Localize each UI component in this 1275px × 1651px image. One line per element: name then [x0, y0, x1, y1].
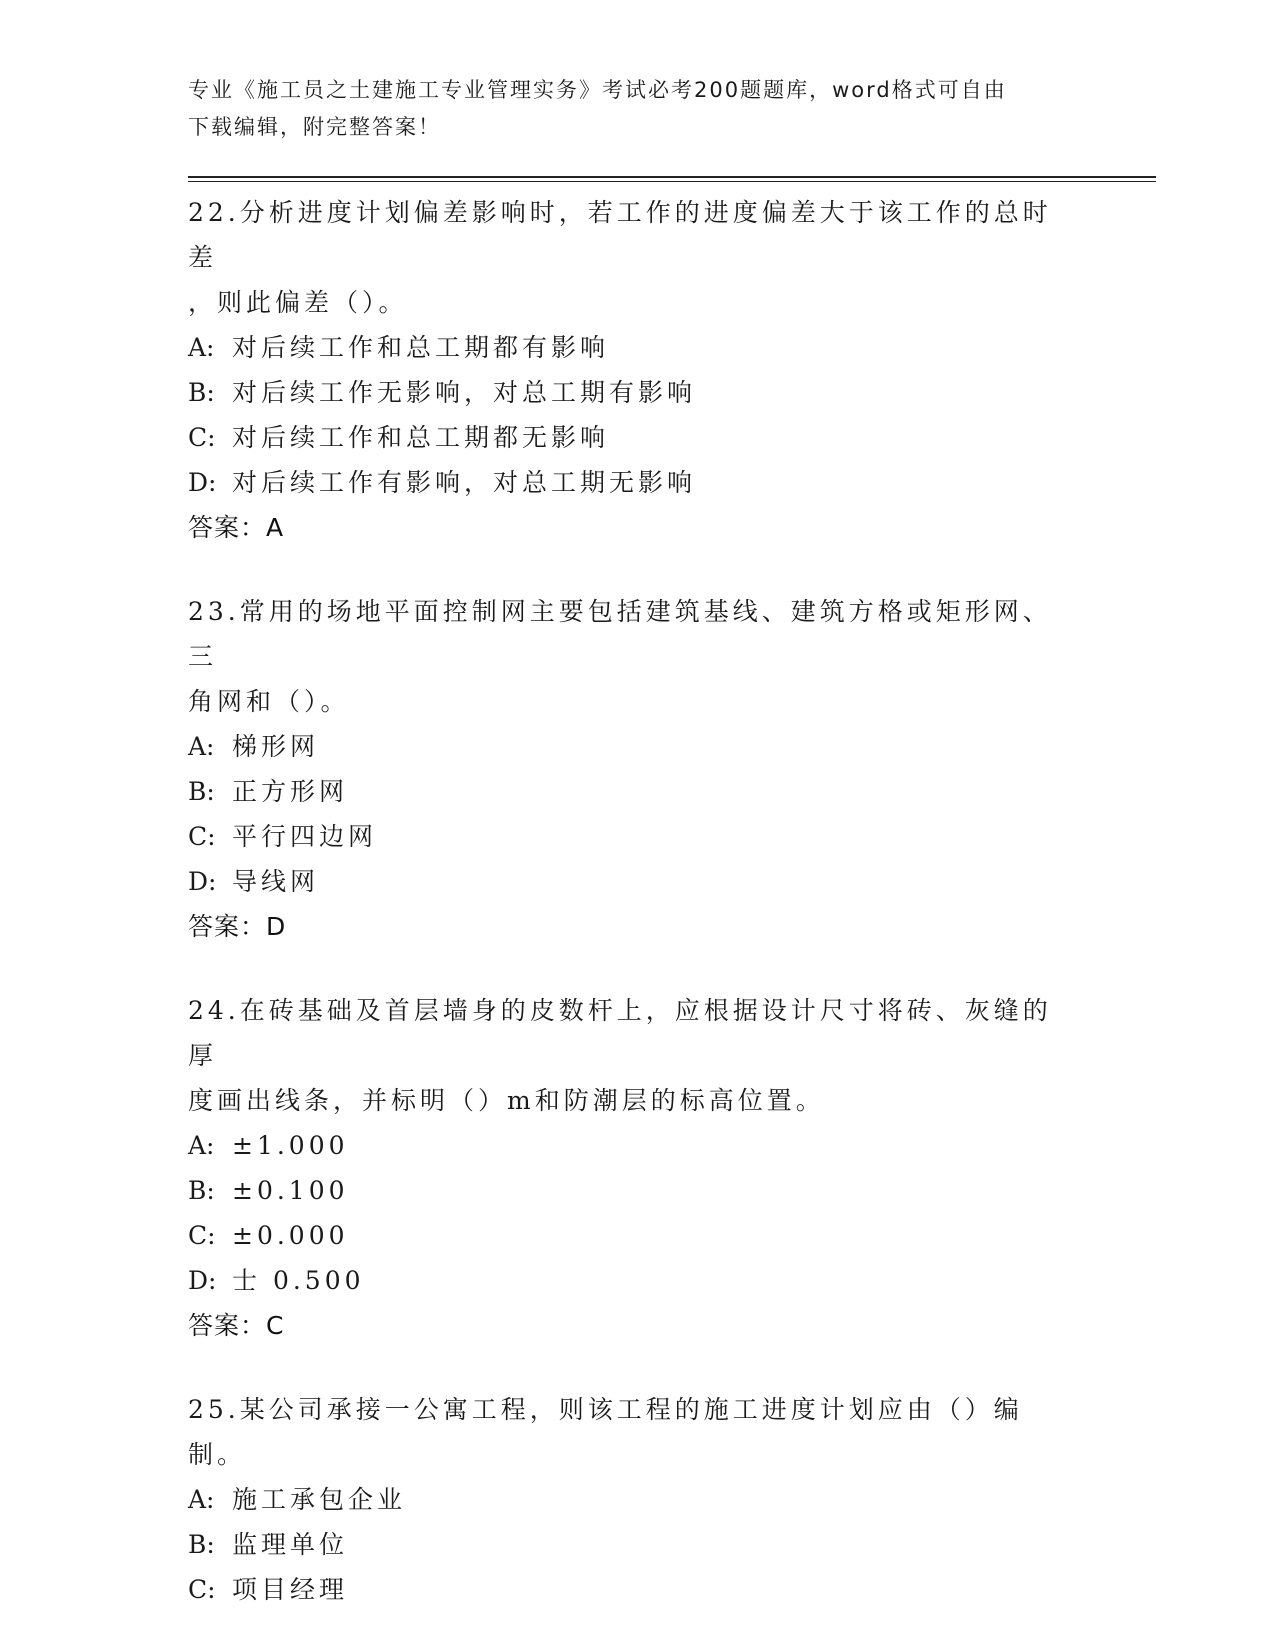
answer-line: 答案：A [188, 513, 285, 542]
option-letter: D: [188, 468, 217, 497]
header-line-1: 专业《施工员之土建施工专业管理实务》考试必考200题题库，word格式可自由 [188, 78, 1007, 102]
option-d [188, 1258, 1088, 1303]
question-stem-line-1: 22.分析进度计划偏差影响时，若工作的进度偏差大于该工作的总时差 [188, 198, 1052, 272]
question-stem [188, 988, 1078, 1123]
option-letter: B: [188, 1176, 215, 1205]
option-a [188, 1477, 1088, 1522]
option-letter: A: [188, 732, 215, 761]
option-text: 士 0.500 [232, 1266, 365, 1295]
option-b [188, 1168, 1088, 1213]
question-25 [188, 1387, 1088, 1612]
header-line-2: 下载编辑，附完整答案！ [188, 115, 441, 139]
option-text: ±0.000 [232, 1221, 349, 1250]
document-header [188, 72, 1068, 146]
answer-line: 答案：C [188, 1311, 285, 1340]
question-stem-line-1: 25.某公司承接一公寓工程，则该工程的施工进度计划应由（）编制。 [188, 1395, 1023, 1469]
question-stem-line-2: ，则此偏差（）。 [188, 288, 408, 317]
option-text: 平行四边网 [232, 822, 378, 851]
option-letter: A: [188, 1485, 215, 1514]
option-a [188, 1123, 1088, 1168]
question-stem [188, 1387, 1078, 1477]
header-divider-thin [188, 181, 1156, 182]
option-text: 对后续工作和总工期都无影响 [232, 423, 610, 452]
option-letter: B: [188, 1530, 215, 1559]
option-letter: A: [188, 1131, 215, 1160]
question-stem-line-1: 24.在砖基础及首层墙身的皮数杆上，应根据设计尺寸将砖、灰缝的厚 [188, 996, 1052, 1070]
option-c [188, 415, 1088, 460]
option-letter: C: [188, 423, 216, 452]
option-text: 对后续工作和总工期都有影响 [232, 333, 610, 362]
option-text: 项目经理 [232, 1575, 349, 1604]
option-letter: A: [188, 333, 215, 362]
question-stem [188, 589, 1078, 724]
option-letter: C: [188, 822, 216, 851]
option-letter: C: [188, 1221, 216, 1250]
option-c [188, 814, 1088, 859]
option-text: 导线网 [232, 867, 320, 896]
option-text: 监理单位 [232, 1530, 349, 1559]
option-letter: C: [188, 1575, 216, 1604]
question-24 [188, 988, 1088, 1348]
option-b [188, 370, 1088, 415]
option-letter: D: [188, 867, 217, 896]
option-b [188, 1522, 1088, 1567]
option-c [188, 1213, 1088, 1258]
option-b [188, 769, 1088, 814]
option-a [188, 325, 1088, 370]
option-text: 正方形网 [232, 777, 349, 806]
question-stem-line-1: 23.常用的场地平面控制网主要包括建筑基线、建筑方格或矩形网、三 [188, 597, 1052, 671]
option-letter: B: [188, 777, 215, 806]
question-stem-line-2: 度画出线条，并标明（）m和防潮层的标高位置。 [188, 1086, 825, 1115]
option-letter: B: [188, 378, 215, 407]
question-stem-line-2: 角网和（）。 [188, 687, 350, 716]
option-text: ±1.000 [232, 1131, 349, 1160]
option-letter: D: [188, 1266, 217, 1295]
question-list [188, 190, 1088, 1651]
header-divider-thick [188, 176, 1156, 178]
option-a [188, 724, 1088, 769]
option-text: 梯形网 [232, 732, 320, 761]
answer-line: 答案：D [188, 912, 287, 941]
question-stem [188, 190, 1078, 325]
option-d [188, 859, 1088, 904]
option-text: 施工承包企业 [232, 1485, 407, 1514]
option-c [188, 1567, 1088, 1612]
option-text: 对后续工作有影响，对总工期无影响 [232, 468, 697, 497]
option-text: 对后续工作无影响，对总工期有影响 [232, 378, 697, 407]
option-text: ±0.100 [232, 1176, 349, 1205]
question-23 [188, 589, 1088, 949]
question-22 [188, 190, 1088, 550]
option-d [188, 460, 1088, 505]
